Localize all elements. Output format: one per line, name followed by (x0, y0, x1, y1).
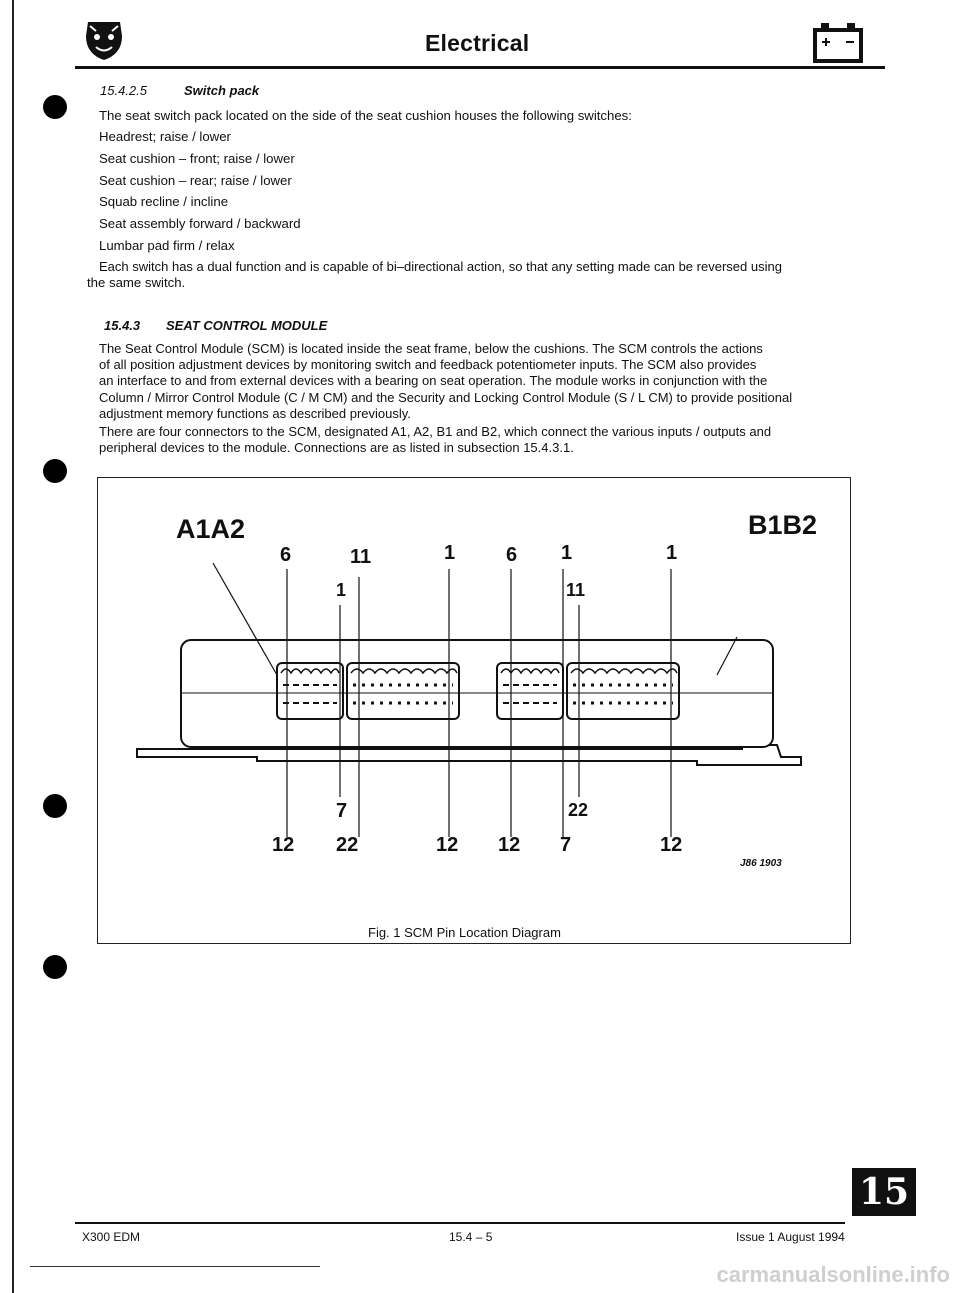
battery-icon (812, 20, 864, 64)
paragraph-line: The Seat Control Module (SCM) is located inside the seat frame, below the cushions. The SCM controls the actions (99, 341, 763, 356)
switch-list-item: Seat cushion – front; raise / lower (99, 151, 295, 166)
pin-number-top: 1 (561, 542, 573, 564)
paragraph-line: of all position adjustment devices by monitoring switch and feedback potentiometer inputs. The SCM also provides (99, 357, 757, 373)
section-heading: SEAT CONTROL MODULE (166, 318, 328, 333)
switch-pack-intro: The seat switch pack located on the side of the seat cushion houses the following switches: (99, 108, 632, 123)
connector-label-b1b2: B1B2 (748, 510, 818, 540)
page-edge-line (12, 0, 14, 1293)
header-rule (75, 66, 885, 69)
pin-number-top: 6 (506, 544, 518, 566)
watermark: carmanualsonline.info (716, 1262, 950, 1287)
paragraph-line: peripheral devices to the module. Connections are as listed in subsection 15.4.3.1. (99, 440, 574, 456)
pin-number-lower: 22 (568, 800, 589, 820)
footer-rule (75, 1222, 845, 1224)
pin-number-upper: 11 (566, 580, 586, 600)
page-title: Electrical (425, 30, 530, 56)
jaguar-logo-icon (82, 18, 126, 62)
margin-bullet (43, 955, 67, 979)
figure-ref-code: J86 1903 (740, 858, 782, 869)
margin-bullet (43, 459, 67, 483)
section-number: 15.4.3 (104, 318, 141, 333)
pin-number-top: 11 (350, 546, 372, 568)
paragraph-line: adjustment memory functions as described previously. (99, 405, 411, 421)
pin-number-top: 6 (280, 544, 292, 566)
scm-paragraph-2 (99, 424, 859, 456)
margin-bullet (43, 794, 67, 818)
section-number: 15.4.2.5 (100, 83, 147, 98)
bottom-edge-line (30, 1266, 320, 1267)
margin-bullet (43, 95, 67, 119)
paragraph-line: There are four connectors to the SCM, designated A1, A2, B1 and B2, which connect the various inputs / outputs and (99, 424, 772, 439)
pin-number-bottom: 12 (272, 834, 295, 856)
pin-number-bottom: 7 (560, 834, 572, 856)
switch-list-item: Squab recline / incline (99, 194, 229, 209)
section-tab: 15 (852, 1168, 916, 1216)
pin-number-bottom: 22 (336, 834, 359, 856)
pin-number-upper: 1 (336, 580, 347, 600)
switch-list-item: Headrest; raise / lower (99, 129, 231, 144)
pin-number-lower: 7 (336, 800, 348, 822)
footer-issue: Issue 1 August 1994 (736, 1230, 845, 1244)
footer-page-number: 15.4 – 5 (449, 1230, 493, 1244)
pin-number-bottom: 12 (498, 834, 521, 856)
switch-list-item: Seat cushion – rear; raise / lower (99, 173, 292, 188)
scm-paragraph-1 (99, 341, 859, 422)
paragraph-line: Column / Mirror Control Module (C / M CM) and the Security and Locking Control Module (S / L CM) to provide positional (99, 389, 793, 405)
switch-list-item: Lumbar pad firm / relax (99, 238, 235, 253)
pin-number-top: 1 (666, 542, 678, 564)
switch-note-line: Each switch has a dual function and is capable of bi–directional action, so that any setting made can be reversed using (99, 259, 782, 274)
paragraph-line: an interface to and from external devices with a bearing on seat operation. The module works in conjunction with the (99, 373, 768, 389)
section-heading: Switch pack (184, 83, 260, 98)
pin-number-top: 1 (444, 542, 456, 564)
pin-number-bottom: 12 (436, 834, 459, 856)
scm-pin-diagram (97, 477, 851, 944)
connector-label-a1a2: A1A2 (176, 514, 246, 544)
figure-caption: Fig. 1 SCM Pin Location Diagram (368, 925, 561, 940)
footer-left: X300 EDM (82, 1230, 141, 1244)
switch-list-item: Seat assembly forward / backward (99, 216, 301, 231)
pin-number-bottom: 12 (660, 834, 683, 856)
switch-note-line: the same switch. (87, 275, 186, 290)
